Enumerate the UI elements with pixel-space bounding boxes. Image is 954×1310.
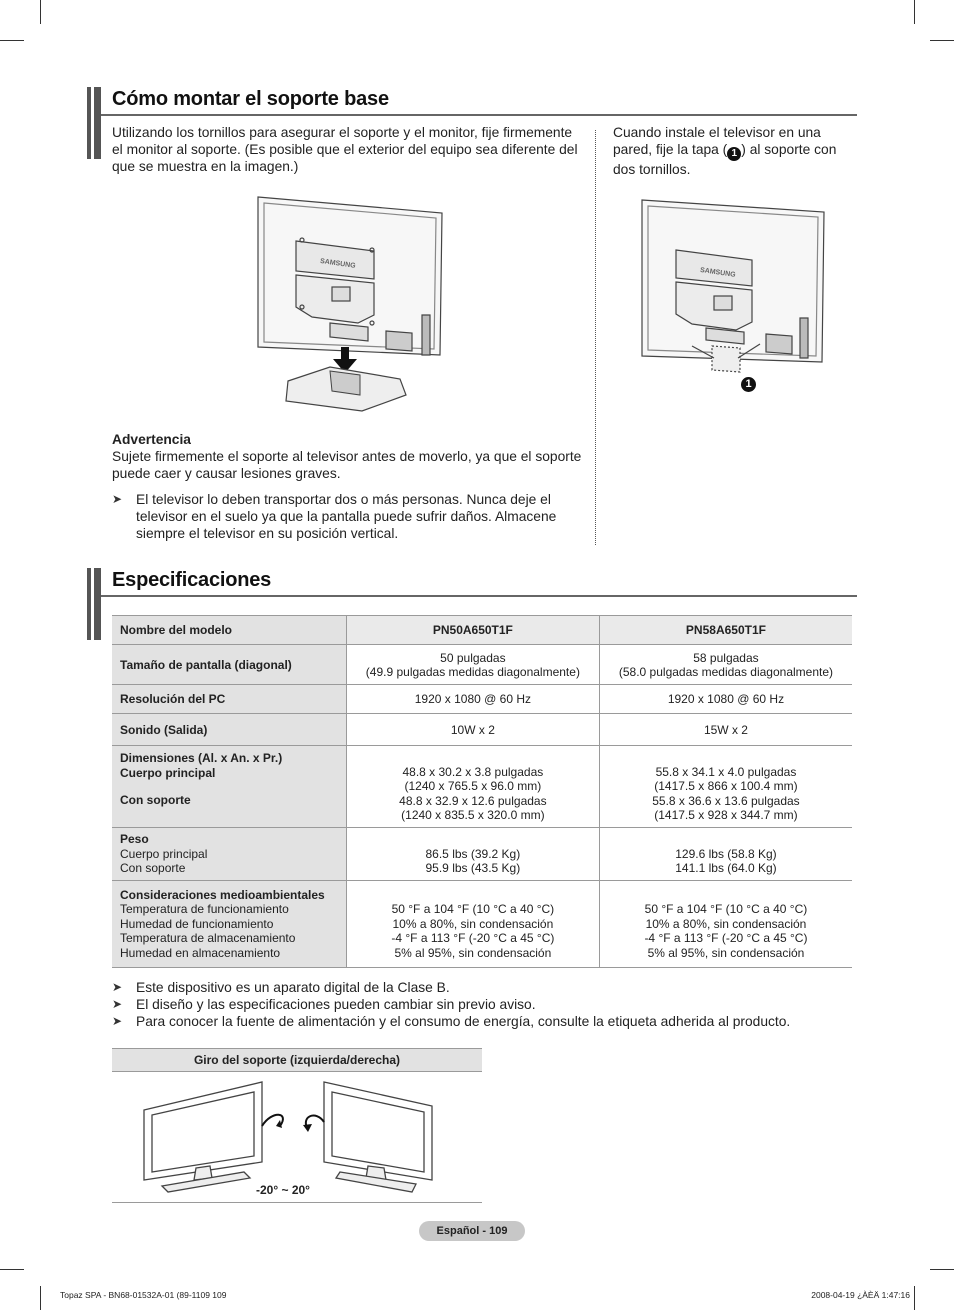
swivel-illustration (140, 1080, 440, 1195)
section-title: Cómo montar el soporte base (112, 88, 389, 110)
crop-mark (40, 1286, 41, 1310)
table-row: Nombre del modelo PN50A650T1F PN58A650T1F (112, 616, 852, 645)
crop-mark (40, 0, 41, 24)
table-row: Resolución del PC 1920 x 1080 @ 60 Hz 1920 x 1080 @ 60 Hz (112, 685, 852, 714)
warning-title: Advertencia (112, 432, 191, 447)
column-divider (595, 130, 596, 545)
spec-note: Este dispositivo es un aparato digital de la Clase B. (136, 980, 450, 995)
svg-text:SAMSUNG: SAMSUNG (699, 266, 736, 279)
spec-table (112, 615, 852, 968)
table-row: Sonido (Salida) 10W x 2 15W x 2 (112, 714, 852, 746)
note-arrow-icon: ➤ (112, 980, 123, 994)
table-row: Tamaño de pantalla (diagonal) 50 pulgadas (49.9 pulgadas medidas diagonalmente) 58 pulgadas (58.0 pulgadas medidas diagonalmente) (112, 645, 852, 685)
crop-mark (930, 1269, 954, 1270)
footer-right: 2008-04-19 ¿ÀÈÄ 1:47:16 (811, 1290, 910, 1300)
note-arrow-icon: ➤ (112, 1014, 123, 1028)
spec-note: Para conocer la fuente de alimentación y el consumo de energía, consulte la etiqueta adherida al producto. (136, 1014, 791, 1029)
section-marker (87, 87, 101, 159)
table-row: Dimensiones (Al. x An. x Pr.) Cuerpo principal Con soporte 48.8 x 30.2 x 3.8 pulgadas (1240 x 765.5 x 96.0 mm) 48.8 x 32.9 x 12.6 pulgadas (1240 x 835.5 x 320.0 mm) 55.8 x 34.1 x 4.0 pulgadas (1417.5 x 866 x 100.4 mm) 55.8 x 36.6 x 13.6 pulgadas (1417.5 x 928 x 344.7 mm) (112, 746, 852, 828)
intro-text: Utilizando los tornillos para asegurar el soporte y el monitor, fije firmemente el monitor al soporte. (Es posible que el exterior del equipo sea diferente del que se muestra en la imagen.) (112, 125, 578, 174)
callout-number-1: 1 (741, 377, 756, 392)
note-arrow-icon: ➤ (112, 997, 123, 1011)
section-title: Especificaciones (112, 569, 272, 591)
crop-mark (0, 1269, 24, 1270)
crop-mark (914, 0, 915, 24)
table-row: Consideraciones medioambientales Temperatura de funcionamiento Humedad de funcionamiento Temperatura de almacenamiento Humedad en almacenamiento 50 °F a 104 °F (10 °C a 40 °C) 10% a 80%, sin condensación -4 °F a 113 °F (-20 °C a 45 °C) 5% al 95%, sin condensación 50 °F a 104 °F (10 °C a 40 °C) 10% a 80%, sin condensación -4 °F a 113 °F (-20 °C a 45 °C) 5% al 95%, sin condensación (112, 881, 852, 968)
tv-stand-illustration (250, 195, 450, 420)
footer-left: Topaz SPA - BN68-01532A-01 (89-1109 109 (60, 1290, 227, 1300)
crop-mark (930, 40, 954, 41)
section-rule (101, 114, 857, 116)
section-rule (101, 595, 857, 597)
callout-number-inline: 1 (727, 147, 741, 161)
page-badge: Español - 109 (419, 1221, 525, 1241)
swivel-range: -20° ~ 20° (256, 1183, 310, 1197)
tv-cover-illustration (640, 198, 830, 388)
section-marker (87, 568, 101, 640)
table-row: Peso Cuerpo principal Con soporte 86.5 lbs (39.2 Kg) 95.9 lbs (43.5 Kg) 129.6 lbs (58.8 Kg) 141.1 lbs (64.0 Kg) (112, 828, 852, 881)
note-text: El televisor lo deben transportar dos o más personas. Nunca deje el televisor en el suelo ya que la pantalla puede sufrir daños. Almacene siempre el televisor en su posición vertical. (136, 492, 557, 541)
wall-mount-text: Cuando instale el televisor en una pared, fije la tapa ( 1 ) al soporte con dos tornillos. (613, 125, 837, 177)
warning-text: Sujete firmemente el soporte al televisor antes de moverlo, ya que el soporte puede caer y causar lesiones graves. (112, 449, 582, 481)
swivel-title: Giro del soporte (izquierda/derecha) (112, 1049, 482, 1072)
crop-mark (0, 40, 24, 41)
note-arrow-icon: ➤ (112, 492, 123, 506)
crop-mark (914, 1286, 915, 1310)
spec-note: El diseño y las especificaciones pueden cambiar sin previo aviso. (136, 997, 536, 1012)
svg-text:SAMSUNG: SAMSUNG (319, 257, 356, 270)
